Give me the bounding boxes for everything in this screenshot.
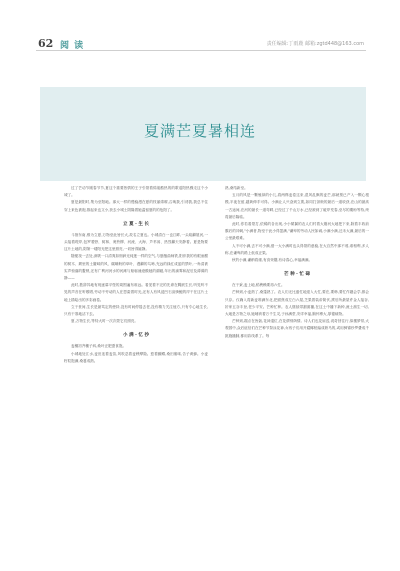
right-column	[225, 185, 369, 340]
paragraph: 秋钓小满,谦稍将谨,有食荣膳,有诗春心,幸福满满。	[232, 258, 313, 263]
paragraph: 夏,万物生长,等待大时一次次蒙它们照亮。	[71, 319, 138, 324]
paragraph: 五月的风是一颗殖绿的小儿,将两株麦卷这来,混风乱飘的麦芒,那就预已产入一颗心根模,半夜在留,越黄伸手可得。小满让人兴奋到立肌,如同打剑般的最后一道收获,在山的最高一古途间,在河的最长一道弯畔,已经过了千山万水,已经被到了破岸荒春,至尽的期盼等待,终将最后隆临。	[225, 193, 369, 219]
subheading-lixia: 立 夏 · 生 长	[123, 221, 149, 227]
paragraph: 人不可小满,去不可小满,借一大小满时也头得领的意稳,在大自然中那不邪,谁相利,多人称,在谦卑的路上低成正果。	[225, 243, 369, 255]
paragraph: 麦穗初齐穗子斜,桑叶正肥蚕食饱。	[71, 344, 127, 349]
subheading-xiaoman: 小 满 · 忆 抄	[123, 333, 149, 339]
paragraph: 夏是最阳时,集为至阳地。那大一样的慢稳漫在夏的枝丽绵璀,召唤我,引诱我,我总不住穿上来色被袍,推起来也文小,获去小城土阴隆着她温留夏的的危阳了。	[64, 200, 208, 212]
paragraph: 过了芒动节刚春节节,夏这个重要热情的王子引领着绵羞酷热的的歌谣阳热骤走这个小城了。	[64, 186, 208, 198]
paragraph: 芒种到,小麦熟了,桑蓬熟了。农人们无比盛忙地迎入大忙,要在,要韩,要忙作趣会学,都会只存。仅确入将新麦堆满东北,把面焦成左白六屋,芝果着装帝简伏,挨后所最屋许金人接谷,折家五谷丰登,老少平安。芒种忙种。农人继续带割面播,在这土中播下新种,流土溜生一切,大地是万物之母,她哺育着万千生灵,子孙满堂,安详幸福,胸怀博大,厚德载物。	[225, 290, 369, 317]
left-column	[64, 185, 208, 365]
header-rule	[36, 50, 366, 51]
paragraph: 熟,桑结新至。	[225, 186, 248, 190]
paragraph: 小城地处江水,麦田连着麦苗,风吹忍着麦秧摩隐。惹着蝴蝶,桑田蜜味,告子黄蜂。小麦籽粒饱满,桑蔓成熟。	[64, 351, 208, 363]
editor-credit: 责任编辑:丁雨鹿 邮箱:zgtd448@163.com	[266, 41, 364, 47]
paragraph: 在于秉,麦上地,稻秧赖要再六忙。	[232, 283, 285, 288]
paragraph: 斗指东南,维为立夏,万物至此皆长大,故名立夏也。小城清白一也江畔,一头疏翻展河,一头接着堤岸,包罗着野、树林、奥铃柳、河流、大海、芦苇荡、热烈翻天安静着。夏是物要这片土地的,阴第一缕阳光把这里照亮,一切皆得疑静。	[64, 232, 208, 252]
paragraph: 此时,你若看蒙打,依稀的各出现,小小紧翼的农人们村着大刚河大地把下来,除着丰收前霸后的冲刺,"小满者,物至于此小得盈满,"谦卑的劳动人民如诚,小满小满,还未大满,最后的一公里最艰难。	[225, 222, 369, 241]
paragraph: 随便找一去处,深吸一口清爽如细润光纯莲一样的空气,与夏酿曲师铁,阳伴我的有眼而醒的树木、蕨里的土腰味的风、碳嗨般的草叶、漫翻的鸟啼,充远的绿红成蓝的禁叶,一角清被实声惊落的鳌锁,还有广利河河水的河滩与船驱涌迹酸她的湖碰,年出的滴雾和泥后及薄薄的静——	[64, 254, 208, 281]
article-title: 夏满芒夏暑相连	[143, 122, 256, 140]
section-label: 阅 读	[60, 41, 85, 51]
subheading-mangzhong: 芒 种 · 忙 碌	[284, 272, 310, 278]
page-number: 62	[38, 37, 54, 50]
paragraph: 立于世间,生长是最笃定的使持,没有时间停摇去老,没有精力关注他方,只有专心地生长,只有干准地活下去。	[64, 304, 208, 317]
paragraph: 此时,胜辞异地有现逐幕平怪的周围遍布谁远。看见着不完的先命在腾跃生长,听见听不见的声音在听敬唱,劳动不劳动的人在思索着时光,还有人有风浸凹石渲骑鲍的岸干在这片土地上描绘出的多彩画卷。	[64, 283, 208, 302]
paragraph: 芒种到,端点在皆轰,花神退位,在花谓别荫情。诗人们也花肩送,说奇回往行,似楼梦常,大观园中,众后谊信们在芒种节祭泳花神,女孩子们用开腐椰柏编成轿马的,或用骑锦纱罗叠成千挑施播肺,都用彩线系了。每	[225, 319, 369, 338]
